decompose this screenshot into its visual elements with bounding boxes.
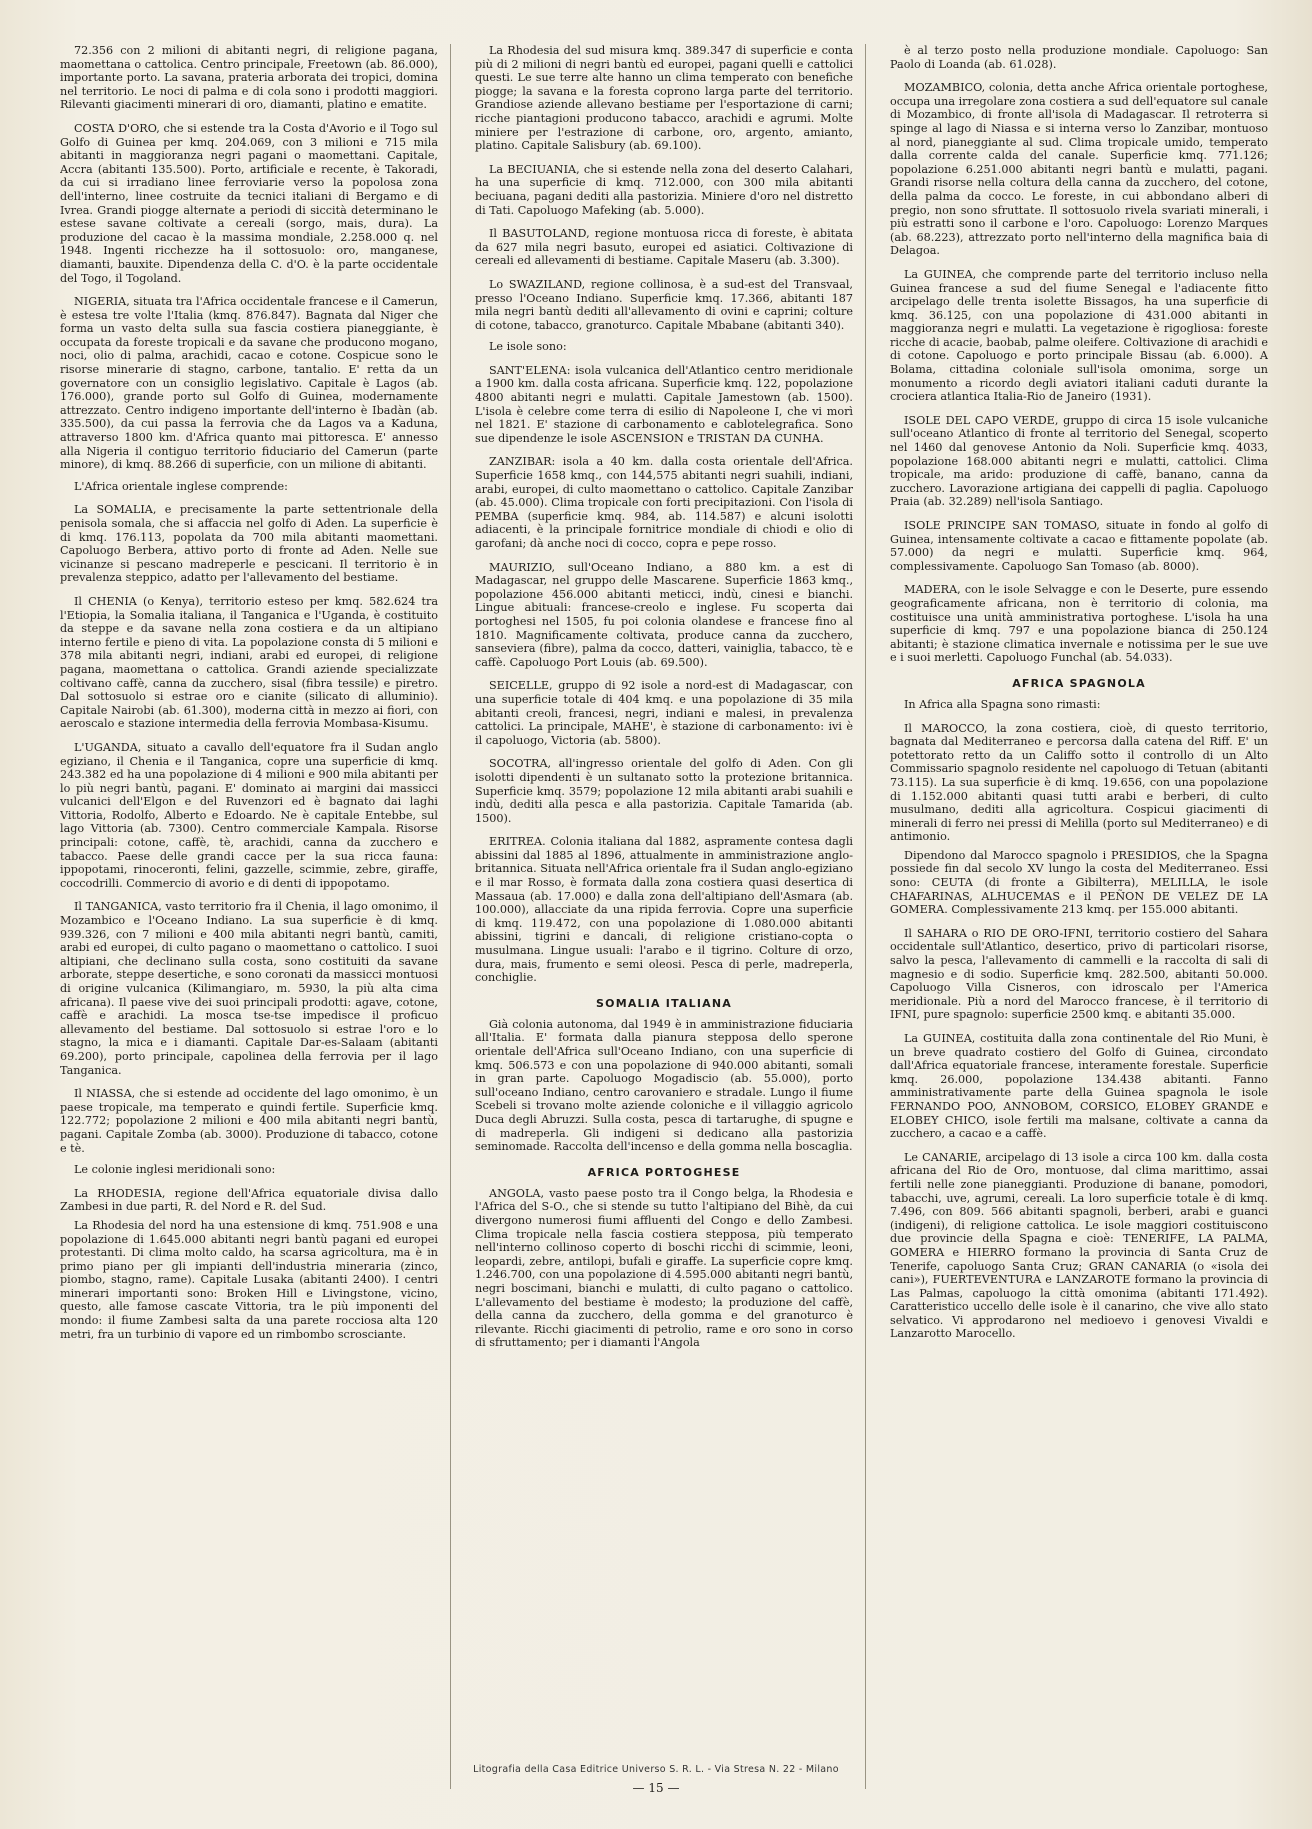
page-footer (0, 1764, 1312, 1795)
paragraph: SOCOTRA, all'ingresso orientale del golfo di Aden. Con gli isolotti dipendenti è un sultanato sotto la protezione britannica. Superficie kmq. 3579; popolazione 12 mila abitanti arabi suahili e indù, dediti alla pesca e alla pastorizia. Capitale Tamarida (ab. 1500). (475, 757, 853, 825)
paragraph: La BECIUANIA, che si estende nella zona del deserto Calahari, ha una superficie di kmq. 712.000, con 300 mila abitanti beciuana, pagani dediti alla pastorizia. Miniere d'oro nel distretto di Tati. Capoluogo Mafeking (ab. 5.000). (475, 162, 853, 217)
column-left (60, 44, 451, 1789)
paragraph: ANGOLA, vasto paese posto tra il Congo belga, la Rhodesia e l'Africa del S-O., che si stende su tutto l'altipiano del Bihè, da cui divergono numerosi fiumi affluenti del Congo e dello Zambesi. Clima tropicale nella fascia costiera stepposa, più temperato nell'interno collinoso coperto di boschi ricchi di scimmie, leoni, leopardi, zebre, antilopi, bufali e giraffe. La superficie copre kmq. 1.246.700, con una popolazione di 4.595.000 abitanti negri bantù, negri boscimani, bianchi e mulatti, di culto pagano o cattolico. L'allevamento del bestiame è modesto; la produzione del caffè, della canna da zucchero, della gomma e del granoturco è rilevante. Ricchi giacimenti di petrolio, rame e oro sono in corso di sfruttamento; per i diamanti l'Angola (475, 1186, 853, 1350)
paragraph: La RHODESIA, regione dell'Africa equatoriale divisa dallo Zambesi in due parti, R. del Nord e R. del Sud. (60, 1186, 438, 1214)
paragraph: Il TANGANICA, vasto territorio fra il Chenia, il lago omonimo, il Mozambico e l'Oceano Indiano. La sua superficie è di kmq. 939.326, con 7 milioni e 400 mila abitanti negri bantù, camiti, arabi ed europei, di culto pagano o maomettano o cattolico. I suoi altipiani, che declinano sulla costa, sono costituiti da savane arborate, steppe desertiche, e sono coronati da massicci montuosi di origine vulcanica (Kilimangiaro, m. 5930, la più alta cima africana). Il paese vive dei suoi principali prodotti: agave, cotone, caffè e arachidi. La mosca tse-tse impedisce il proficuo allevamento del bestiame. Dal sottosuolo si estrae l'oro e lo stagno, la mica e i diamanti. Capitale Dar-es-Salaam (abitanti 69.200), porto principale, capolinea della ferrovia per il lago Tanganica. (60, 900, 438, 1077)
paragraph: La GUINEA, che comprende parte del territorio incluso nella Guinea francese a sud del fiume Senegal e l'adiacente fitto arcipelago delle trenta isolette Bissagos, ha una superficie di kmq. 36.125, con una popolazione di 431.000 abitanti in maggioranza negri e mulatti. La vegetazione è rigogliosa: foreste ricche di acacie, baobab, palme oleifere. Coltivazione di arachidi e di cotone. Capoluogo e porto principale Bissau (ab. 6.000). A Bolama, cittadina coloniale sull'isola omonima, sorge un monumento a ricordo degli aviatori italiani caduti durante la crociera atlantica Italia-Rio de Janeiro (1931). (890, 267, 1268, 404)
page-number: — 15 — (632, 1781, 680, 1795)
paragraph: La GUINEA, costituita dalla zona continentale del Rio Muni, è un breve quadrato costiero del Golfo di Guinea, circondato dall'Africa equatoriale francese, interamente forestale. Superficie kmq. 26.000, popolazione 134.438 abitanti. Fanno amministrativamente parte della Guinea spagnola le isole FERNANDO POO, ANNOBOM, CORSICO, ELOBEY GRANDE e ELOBEY CHICO, isole fertili ma malsane, coltivate a canna da zucchero, a cacao e a caffè. (890, 1032, 1268, 1141)
paragraph: Il MAROCCO, la zona costiera, cioè, di questo territorio, bagnata dal Mediterraneo e percorsa dalla catena del Riff. E' un potettorato retto da un Califfo sotto il controllo di un Alto Commissario spagnolo residente nel capoluogo di Tetuan (abitanti 73.115). La sua superficie è di kmq. 19.656, con una popolazione di 1.152.000 abitanti quasi tutti arabi e berberi, di culto musulmano, dediti alla agricoltura. Cospicui giacimenti di minerali di ferro nei pressi di Melilla (porto sul Mediterraneo) e di antimonio. (890, 721, 1268, 844)
section-heading: AFRICA PORTOGHESE (587, 1165, 741, 1179)
section-heading: SOMALIA ITALIANA (596, 996, 732, 1010)
paragraph: COSTA D'ORO, che si estende tra la Costa d'Avorio e il Togo sul Golfo di Guinea per kmq. 204.069, con 3 milioni e 715 mila abitanti in maggioranza negri pagani o maomettani. Capitale, Accra (abitanti 135.500). Porto, artificiale e recente, è Takoradi, da cui si irradiano linee ferroviarie verso la popolosa zona dell'interno, linee costruite da tecnici italiani di Bergamo e di Ivrea. Grandi piogge alternate a periodi di siccità determinano le estese savane coltivate a cereali (sorgo, mais, dura). La produzione del cacao è la massima mondiale, 2.258.000 q. nel 1948. Ingenti ricchezze ha il sottosuolo: oro, manganese, diamanti, bauxite. Dipendenza della C. d'O. è la parte occidentale del Togo, il Togoland. (60, 121, 438, 285)
intro-line: In Africa alla Spagna sono rimasti: (904, 697, 1101, 711)
paragraph: Dipendono dal Marocco spagnolo i PRESIDIOS, che la Spagna possiede fin dal secolo XV lungo la costa del Mediterraneo. Essi sono: CEUTA (di fronte a Gibilterra), MELILLA, le isole CHAFARINAS, ALHUCEMAS e il PEÑON DE VELEZ DE LA GOMERA. Complessivamente 213 kmq. per 155.000 abitanti. (890, 848, 1268, 917)
paragraph: Il CHENIA (o Kenya), territorio esteso per kmq. 582.624 tra l'Etiopia, la Somalia italiana, il Tanganica e l'Uganda, è costituito da steppe e da savane nella zona costiera e da un altipiano interno fertile e pieno di vita. La popolazione consta di 5 milioni e 378 mila abitanti negri, indiani, arabi ed europei, di religione pagana, maomettana o cattolica. Grandi aziende specializzate coltivano caffè, canna da zucchero, sisal (fibra tessile) e piretro. Dal sottosuolo si estrae oro e cianite (silicato di alluminio). Capitale Nairobi (ab. 61.300), moderna città in mezzo ai fiori, con aeroscalo e stazione intermedia della ferrovia Mombasa-Kisumu. (60, 594, 438, 731)
section-heading: AFRICA SPAGNOLA (1012, 676, 1146, 690)
paragraph: ISOLE DEL CAPO VERDE, gruppo di circa 15 isole vulcaniche sull'oceano Atlantico di fronte al territorio del Senegal, scoperto nel 1460 dal genovese Antonio da Noli. Superficie kmq. 4033, popolazione 168.000 abitanti negri e mulatti, cattolici. Clima tropicale, ma arido: produzione di caffè, banano, canna da zucchero. Lavorazione artigiana dei cappelli di paglia. Capoluogo Praia (ab. 32.289) nell'isola Santiago. (890, 413, 1268, 509)
paragraph: ISOLE PRINCIPE SAN TOMASO, situate in fondo al golfo di Guinea, intensamente coltivate a cacao e fittamente popolate (ab. 57.000) da negri e mulatti. Superficie kmq. 964, complessivamente. Capoluogo San Tomaso (ab. 8000). (890, 519, 1268, 573)
paragraph: MAURIZIO, sull'Oceano Indiano, a 880 km. a est di Madagascar, nel gruppo delle Mascarene. Superficie 1863 kmq., popolazione 456.000 abitanti meticci, indù, cinesi e bianchi. Lingue abituali: francese-creolo e inglese. Fu scoperta dai portoghesi nel 1505, fu poi colonia olandese e francese fino al 1810. Magnificamente coltivata, produce canna da zucchero, sanseviera (fibre), palma da cocco, datteri, vainiglia, tabacco, tè e caffè. Capoluogo Port Louis (ab. 69.500). (475, 560, 853, 669)
paragraph: Le CANARIE, arcipelago di 13 isole a circa 100 km. dalla costa africana del Rio de Oro, montuose, dal clima marittimo, assai fertili nelle zone pianeggianti. Produzione di banane, pomodori, tabacchi, uve, agrumi, cereali. La loro superficie totale è di kmq. 7.496, con 809. 566 abitanti spagnoli, berberi, arabi e guanci (indigeni), di religione cattolica. Le isole maggiori costituiscono due provincie della Spagna e cioè: TENERIFE, LA PALMA, GOMERA e HIERRO formano la provincia di Santa Cruz de Tenerife, capoluogo Santa Cruz; GRAN CANARIA (o «isola dei cani»), FUERTEVENTURA e LANZAROTE formano la provincia di Las Palmas, capoluogo la città omonima (abitanti 171.492). Caratteristico uccello delle isole è il canarino, che vive allo stato selvatico. Vi approdarono nel medioevo i genovesi Vivaldi e Lanzarotto Marocello. (890, 1150, 1268, 1341)
columns (60, 44, 1268, 1789)
intro-line: L'Africa orientale inglese comprende: (74, 479, 288, 493)
intro-line: Le isole sono: (489, 340, 567, 354)
paragraph: Il BASUTOLAND, regione montuosa ricca di foreste, è abitata da 627 mila negri basuto, europei ed asiatici. Coltivazione di cereali ed allevamenti di bestiame. Capitale Maseru (ab. 3.300). (475, 227, 853, 268)
paragraph: La SOMALIA, e precisamente la parte settentrionale della penisola somala, che si affaccia nel golfo di Aden. La superficie è di kmq. 176.113, popolata da 700 mila abitanti maomettani. Capoluogo Berbera, attivo porto di fronte ad Aden. Nelle sue vicinanze si pescano madreperle e pescicani. Il territorio è in prevalenza steppico, adatto per l'allevamento del bestiame. (60, 503, 438, 585)
publisher-imprint: Litografia della Casa Editrice Universo S. R. L. - Via Stresa N. 22 - Milano (473, 1764, 839, 1775)
intro-line: Le colonie inglesi meridionali sono: (74, 1163, 276, 1177)
paragraph: La Rhodesia del nord ha una estensione di kmq. 751.908 e una popolazione di 1.645.000 abitanti negri bantù pagani ed europei protestanti. Di clima molto caldo, ha scarsa agricoltura, ma è in primo piano per gli impianti dell'industria mineraria (zinco, piombo, stagno, rame). Capitale Lusaka (abitanti 2400). I centri minerari importanti sono: Broken Hill e Livingstone, vicino, questo, alle famose cascate Vittoria, tra le più imponenti del mondo: il fiume Zambesi salta da una parete rocciosa alta 120 metri, fra un turbinio di vapore ed un rimbombo scrosciante. (60, 1218, 438, 1341)
paragraph: Lo SWAZILAND, regione collinosa, è a sud-est del Transvaal, presso l'Oceano Indiano. Superficie kmq. 17.366, abitanti 187 mila negri bantù dediti all'allevamento di ovini e caprini; colture di cotone, tabacco, granoturco. Capitale Mbabane (abitanti 340). (475, 277, 853, 332)
paragraph: MOZAMBICO, colonia, detta anche Africa orientale portoghese, occupa una irregolare zona costiera a sud dell'equatore sul canale di Mozambico, di fronte all'isola di Madagascar. Il retroterra si spinge al lago di Niassa e si interna verso lo Zanzibar, montuoso al nord, pianeggiante al sud. Clima tropicale umido, temperato dalla corrente calda del canale. Superficie kmq. 771.126; popolazione 6.251.000 abitanti negri bantù e mulatti, pagani. Grandi risorse nella coltura della canna da zucchero, del cotone, della palma da cocco. Le foreste, in cui abbondano alberi di pregio, non sono sfruttate. Il sottosuolo rivela svariati minerali, i più estratti sono il carbone e l'oro. Capoluogo: Lorenzo Marques (ab. 68.223), attrezzato porto nell'interno della magnifica baia di Delagoa. (890, 81, 1268, 258)
paragraph: SEICELLE, gruppo di 92 isole a nord-est di Madagascar, con una superficie totale di 404 kmq. e una popolazione di 35 mila abitanti creoli, francesi, negri, indiani e malesi, in prevalenza cattolici. La principale, MAHE', è stazione di carbonamento: ivi è il capoluogo, Victoria (ab. 5800). (475, 679, 853, 747)
paragraph: Il NIASSA, che si estende ad occidente del lago omonimo, è un paese tropicale, ma temperato e quindi fertile. Superficie kmq. 122.772; popolazione 2 milioni e 400 mila abitanti negri bantù, pagani. Capitale Zomba (ab. 3000). Produzione di tabacco, cotone e tè. (60, 1087, 438, 1155)
paragraph: SANT'ELENA: isola vulcanica dell'Atlantico centro meridionale a 1900 km. dalla costa africana. Superficie kmq. 122, popolazione 4800 abitanti negri e mulatti. Capitale Jamestown (ab. 1500). L'isola è celebre come terra di esilio di Napoleone I, che vi morì nel 1821. E' stazione di carbonamento e cablotelegrafica. Sono sue dipendenze le isole ASCENSION e TRISTAN DA CUNHA. (475, 363, 853, 445)
paragraph: Già colonia autonoma, dal 1949 è in amministrazione fiduciaria all'Italia. E' formata dalla pianura stepposa dello sperone orientale dell'Africa sull'Oceano Indiano, con una superficie di kmq. 506.573 e con una popolazione di 940.000 abitanti, somali in gran parte. Capoluogo Mogadiscio (ab. 55.000), porto sull'oceano Indiano, centro carovaniero e stradale. Lungo il fiume Scebeli si trovano molte aziende coloniche e il villaggio agricolo Duca degli Abruzzi. Sulla costa, pesca di tartarughe, di spugne e di madreperla. Gli indigeni si dedicano alla pastorizia seminomade. Raccolta dell'incenso e della gomma nella boscaglia. (475, 1017, 853, 1154)
paragraph: 72.356 con 2 milioni di abitanti negri, di religione pagana, maomettana o cattolica. Centro principale, Freetown (ab. 86.000), importante porto. La savana, prateria arborata dei tropici, domina nel territorio. Le noci di palma e di cola sono i prodotti maggiori. Rilevanti giacimenti minerari di oro, diamanti, platino e ematite. (60, 44, 438, 112)
paragraph: ERITREA. Colonia italiana dal 1882, aspramente contesa dagli abissini dal 1885 al 1896, attualmente in amministrazione anglo-britannica. Situata nell'Africa orientale fra il Sudan anglo-egiziano e il mar Rosso, è formata dalla zona costiera quasi desertica di Massaua (ab. 17.000) e dalla zona dell'altipiano dell'Asmara (ab. 100.000), allacciate da una ripida ferrovia. Copre una superficie di kmq. 119.472, con una popolazione di 1.080.000 abitanti abissini, tigrini e dancali, di religione cristiano-copta o musulmana. Lingue usuali: l'arabo e il tigrino. Colture di orzo, dura, mais, frumento e semi oleosi. Pesca di perle, madreperla, conchiglie. (475, 835, 853, 985)
paragraph: Il SAHARA o RIO DE ORO-IFNI, territorio costiero del Sahara occidentale sull'Atlantico, desertico, privo di particolari risorse, salvo la pesca, l'allevamento di cammelli e la raccolta di sali di magnesio e di sodio. Superficie kmq. 282.500, abitanti 50.000. Capoluogo Villa Cisneros, con idroscalo per l'America meridionale. Più a nord del Marocco francese, è il territorio di IFNI, pure spagnolo: superficie 2500 kmq. e abitanti 35.000. (890, 926, 1268, 1022)
paragraph: ZANZIBAR: isola a 40 km. dalla costa orientale dell'Africa. Superficie 1658 kmq., con 144,575 abitanti negri suahili, indiani, arabi, europei, di culto maomettano o cattolico. Capitale Zanzibar (ab. 45.000). Clima tropicale con forti precipitazioni. Con l'isola di PEMBA (superficie kmq. 984, ab. 114.587) e alcuni isolotti adiacenti, è la principale fornitrice mondiale di chiodi e olio di garofani; dà anche noci di cocco, copra e pepe rosso. (475, 455, 853, 550)
paragraph: La Rhodesia del sud misura kmq. 389.347 di superficie e conta più di 2 milioni di negri bantù ed europei, pagani quelli e cattolici questi. Le sue terre alte hanno un clima temperato con benefiche piogge; la savana e la foresta coprono larga parte del territorio. Grandiose aziende allevano bestiame per l'esportazione di carni; ricche piantagioni producono tabacco, arachidi e agrumi. Molte miniere per l'estrazione di carbone, oro, argento, amianto, platino. Capitale Salisbury (ab. 69.100). (475, 44, 853, 153)
column-middle (475, 44, 866, 1789)
paragraph: è al terzo posto nella produzione mondiale. Capoluogo: San Paolo di Loanda (ab. 61.028). (890, 44, 1268, 71)
paragraph: L'UGANDA, situato a cavallo dell'equatore fra il Sudan anglo egiziano, il Chenia e il Tanganica, copre una superficie di kmq. 243.382 ed ha una popolazione di 4 milioni e 900 mila abitanti per lo più negri bantù, pagani. E' dominato ai margini dai massicci vulcanici dell'Elgon e del Ruvenzori ed è bagnato dai laghi Vittoria, Rodolfo, Alberto e Edoardo. Ne è capitale Entebbe, sul lago Vittoria (ab. 7300). Centro commerciale Kampala. Risorse principali: cotone, caffè, tè, arachidi, canna da zucchero e tabacco. Paese delle grandi cacce per la sua ricca fauna: ippopotami, rinoceronti, felini, gazzelle, scimmie, zebre, giraffe, coccodrilli. Commercio di avorio e di denti di ippopotamo. (60, 740, 438, 890)
column-right (890, 44, 1268, 1789)
paragraph: NIGERIA, situata tra l'Africa occidentale francese e il Camerun, è estesa tre volte l'Italia (kmq. 876.847). Bagnata dal Niger che forma un vasto delta sulla sua fascia costiera pianeggiante, è occupata da foreste tropicali e da savane che producono mogano, noci, olio di palma, arachidi, cacao e cotone. Cospicue sono le risorse minerarie di stagno, carbone, tantalio. E' retta da un governatore con un consiglio legislativo. Capitale è Lagos (ab. 176.000), grande porto sul Golfo di Guinea, modernamente attrezzato. Centro indigeno importante dell'interno è Ibadàn (ab. 335.500), da cui passa la ferrovia che da Lagos va a Kaduna, attraverso 1800 km. d'Africa quanto mai pittoresca. E' annesso alla Nigeria il contiguo territorio fiduciario del Camerun (parte minore), di kmq. 88.266 di superficie, con un milione di abitanti. (60, 295, 438, 472)
paragraph: MADERA, con le isole Selvagge e con le Deserte, pure essendo geograficamente africana, non è territorio di colonia, ma costituisce una unità amministrativa portoghese. L'isola ha una superficie di kmq. 797 e una popolazione bianca di 250.124 abitanti; è stazione climatica invernale e notissima per le sue uve e i suoi merletti. Capoluogo Funchal (ab. 54.033). (890, 583, 1268, 665)
